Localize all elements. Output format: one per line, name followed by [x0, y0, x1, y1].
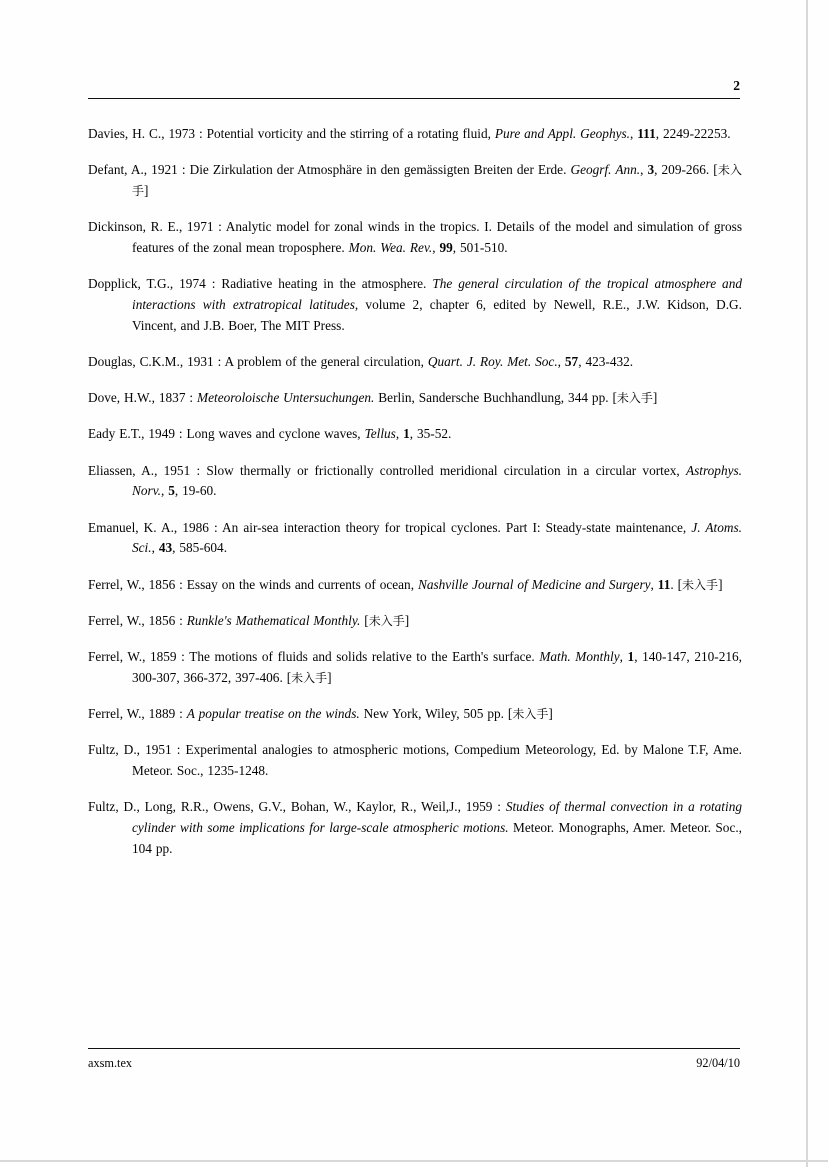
- reference-entry: Dove, H.W., 1837 : Meteoroloische Untersuchungen. Berlin, Sandersche Buchhandlung, 344 pp. [未入手]: [88, 390, 658, 406]
- footer-filename: axsm.tex: [88, 1056, 133, 1070]
- reference-entry: Eliassen, A., 1951 : Slow thermally or frictionally controlled meridional circulation in a circular vortex, Astrophys. Norv., 5, 19-60.: [88, 462, 742, 499]
- reference-entry: Defant, A., 1921 : Die Zirkulation der Atmosphäre in den gemässigten Breiten der Erde. Geogrf. Ann., 3, 209-266. [未入手]: [88, 162, 742, 198]
- reference-entry: Ferrel, W., 1856 : Essay on the winds and currents of ocean, Nashville Journal of Medicine and Surgery, 11. [未入手]: [88, 576, 723, 592]
- reference-entry: Douglas, C.K.M., 1931 : A problem of the general circulation, Quart. J. Roy. Met. Soc., 57, 423-432.: [88, 353, 634, 369]
- reference-entry: Ferrel, W., 1889 : A popular treatise on the winds. New York, Wiley, 505 pp. [未入手]: [88, 705, 553, 721]
- reference-entry: Eady E.T., 1949 : Long waves and cyclone waves, Tellus, 1, 35-52.: [88, 426, 452, 442]
- page-number: 2: [733, 78, 740, 93]
- header-divider: [88, 98, 740, 99]
- reference-entry: Dickinson, R. E., 1971 : Analytic model for zonal winds in the tropics. I. Details of the model and simulation of gross features of the zonal mean troposphere. Mon. Wea. Rev., 99, 501-510.: [88, 219, 742, 255]
- reference-entry: Fultz, D., 1951 : Experimental analogies to atmospheric motions, Compedium Meteorology, Ed. by Malone T.F, Ame. Meteor. Soc., 1235-1248.: [88, 742, 742, 778]
- footer-date: 92/04/10: [696, 1056, 740, 1070]
- reference-entry: Davies, H. C., 1973 : Potential vorticity and the stirring of a rotating fluid, Pure and Appl. Geophys., 111, 2249-22253.: [88, 126, 731, 141]
- page-footer: [88, 1048, 740, 1078]
- reference-entry: Emanuel, K. A., 1986 : An air-sea interaction theory for tropical cyclones. Part I: Steady-state maintenance, J. Atoms. Sci., 43, 585-604.: [88, 519, 742, 556]
- footer-divider: [88, 1048, 740, 1049]
- page-header: [88, 78, 740, 100]
- reference-entry: Ferrel, W., 1856 : Runkle's Mathematical Monthly. [未入手]: [88, 612, 410, 628]
- reference-entry: Fultz, D., Long, R.R., Owens, G.V., Bohan, W., Kaylor, R., Weil,J., 1959 : Studies of thermal convection in a rotating cylinder with some implications for large-scale atmospheric motions. Meteor. Monographs, Amer. Meteor. Soc., 104 pp.: [88, 799, 742, 856]
- reference-entry: Dopplick, T.G., 1974 : Radiative heating in the atmosphere. The general circulation of the tropical atmosphere and interactions with extratropical latitudes, volume 2, chapter 6, edited by Newell, R.E., J.W. Kidson, D.G. Vincent, and J.B. Boer, The MIT Press.: [88, 276, 742, 333]
- reference-list: [88, 124, 742, 859]
- reference-entry: Ferrel, W., 1859 : The motions of fluids and solids relative to the Earth's surface. Math. Monthly, 1, 140-147, 210-216, 300-307, 366-372, 397-406. [未入手]: [88, 648, 742, 685]
